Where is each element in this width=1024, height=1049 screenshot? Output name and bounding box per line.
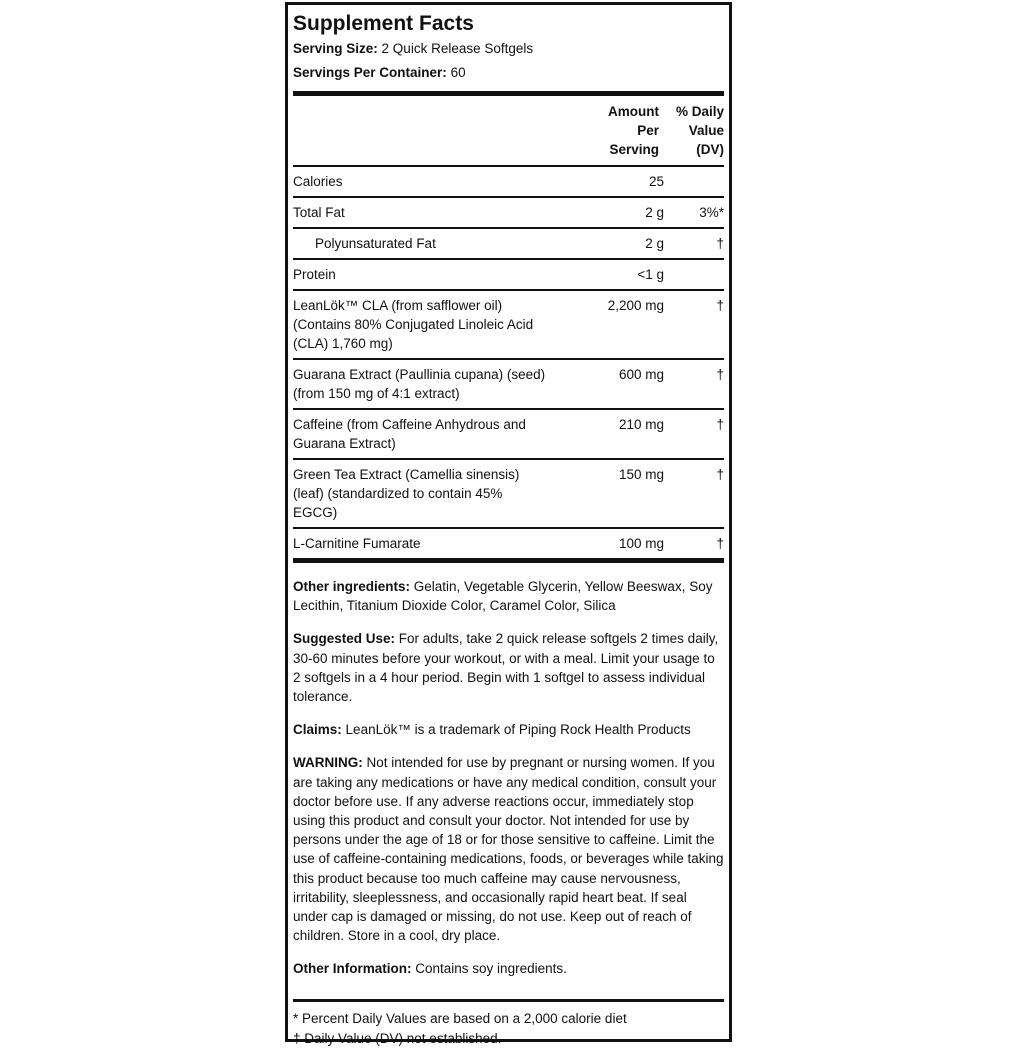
nutrient-row: [293, 260, 724, 289]
nutrient-daily-value: †: [716, 367, 724, 382]
supplement-facts-panel: [285, 2, 732, 1046]
other-information-text: Contains soy ingredients.: [415, 961, 567, 977]
other-information-label: Other Information:: [293, 961, 412, 977]
footnote: † Daily Value (DV) not established.: [293, 1030, 502, 1046]
nutrient-daily-value: †: [716, 536, 724, 551]
nutrient-row: [293, 198, 724, 227]
dv-header-line: Value: [688, 123, 724, 138]
nutrient-name: Total Fat: [293, 205, 345, 220]
nutrient-amount: 2 g: [645, 236, 664, 251]
footnotes: [293, 1009, 724, 1049]
amount-header-line: Per: [637, 123, 659, 138]
nutrient-name: Guarana Extract (Paullinia cupana) (seed) (from 150 mg of 4:1 extract): [293, 367, 546, 401]
other-ingredients-text: Gelatin, Vegetable Glycerin, Yellow Beeswax, Soy Lecithin, Titanium Dioxide Color, Caramel Color, Silica: [293, 579, 713, 614]
nutrient-row: [293, 529, 724, 558]
warning-label: WARNING:: [293, 755, 363, 771]
servings-per-container-value: 60: [450, 65, 466, 80]
nutrient-amount: 100 mg: [618, 536, 664, 551]
dv-header-line: (DV): [696, 142, 724, 157]
claims-label: Claims:: [293, 722, 342, 738]
nutrient-amount: 150 mg: [618, 467, 664, 482]
nutrient-daily-value: †: [716, 417, 724, 432]
nutrient-name: Polyunsaturated Fat: [315, 236, 436, 251]
nutrient-rows: [293, 167, 724, 558]
nutrient-amount: 600 mg: [618, 367, 664, 382]
nutrient-amount: 210 mg: [618, 417, 664, 432]
nutrient-row: [293, 410, 724, 458]
nutrient-daily-value: †: [716, 298, 724, 313]
nutrient-amount: 2 g: [645, 205, 664, 220]
nutrient-name: Calories: [293, 174, 343, 189]
thick-divider: [293, 558, 724, 563]
nutrient-name: L-Carnitine Fumarate: [293, 536, 421, 551]
nutrient-amount: 25: [648, 174, 664, 189]
dv-header-line: % Daily: [675, 104, 724, 119]
serving-size-value: 2 Quick Release Softgels: [381, 41, 534, 56]
nutrient-daily-value: †: [716, 236, 724, 251]
servings-per-container-label: Servings Per Container:: [293, 65, 447, 80]
amount-header: [589, 102, 659, 159]
nutrient-name: LeanLök™ CLA (from safflower oil) (Contains 80% Conjugated Linoleic Acid (CLA) 1,760 mg): [293, 298, 534, 351]
serving-size: [293, 40, 724, 58]
servings-per-container: [293, 64, 724, 82]
claims: [293, 720, 724, 739]
nutrient-name: Protein: [293, 267, 336, 282]
nutrient-name: Caffeine (from Caffeine Anhydrous and Guarana Extract): [293, 417, 526, 451]
nutrient-row: [293, 291, 724, 358]
daily-value-header: [659, 102, 724, 159]
suggested-use: [293, 629, 724, 706]
nutrient-daily-value: 3%*: [699, 205, 724, 220]
suggested-use-label: Suggested Use:: [293, 631, 396, 647]
claims-text: LeanLök™ is a trademark of Piping Rock Health Products: [345, 722, 691, 738]
nutrient-daily-value: †: [716, 467, 724, 482]
other-information: [293, 959, 724, 978]
panel-title: Supplement Facts: [293, 12, 474, 35]
nutrient-row: [293, 167, 724, 196]
thick-divider: [293, 999, 724, 1002]
nutrient-row: [293, 360, 724, 408]
nutrient-row: [293, 460, 724, 527]
warning-text: Not intended for use by pregnant or nursing women. If you are taking any medications or have any medical condition, consult your doctor before use. If any adverse reactions occur, immediately stop using this product and consult your doctor. Not intended for use by persons under the age of 18 or for those sensitive to caffeine. Limit the use of caffeine-containing medications, foods, or beverages while taking this product because too much caffeine may cause nervousness, irritability, sleeplessness, and occasionally rapid heart beat. If seal under cap is damaged or missing, do not use. Keep out of reach of children. Store in a cool, dry place.: [293, 755, 724, 944]
other-ingredients-label: Other ingredients:: [293, 579, 411, 594]
table-header: [293, 96, 724, 165]
amount-header-line: Amount: [608, 104, 659, 119]
serving-size-label: Serving Size:: [293, 41, 378, 56]
suggested-use-text: For adults, take 2 quick release softgels 2 times daily, 30-60 minutes before your workout, or with a meal. Limit your usage to 2 softgels in a 4 hour period. Begin with 1 softgel to assess individual tolerance.: [293, 631, 719, 705]
nutrient-amount: <1 g: [637, 267, 664, 282]
other-ingredients: [293, 577, 724, 615]
nutrient-row: [293, 229, 724, 258]
warning: [293, 753, 724, 945]
nutrient-amount: 2,200 mg: [607, 298, 664, 313]
nutrient-name: Green Tea Extract (Camellia sinensis) (leaf) (standardized to contain 45% EGCG): [293, 467, 520, 520]
amount-header-line: Serving: [609, 142, 659, 157]
footnote: * Percent Daily Values are based on a 2,000 calorie diet: [293, 1010, 627, 1026]
